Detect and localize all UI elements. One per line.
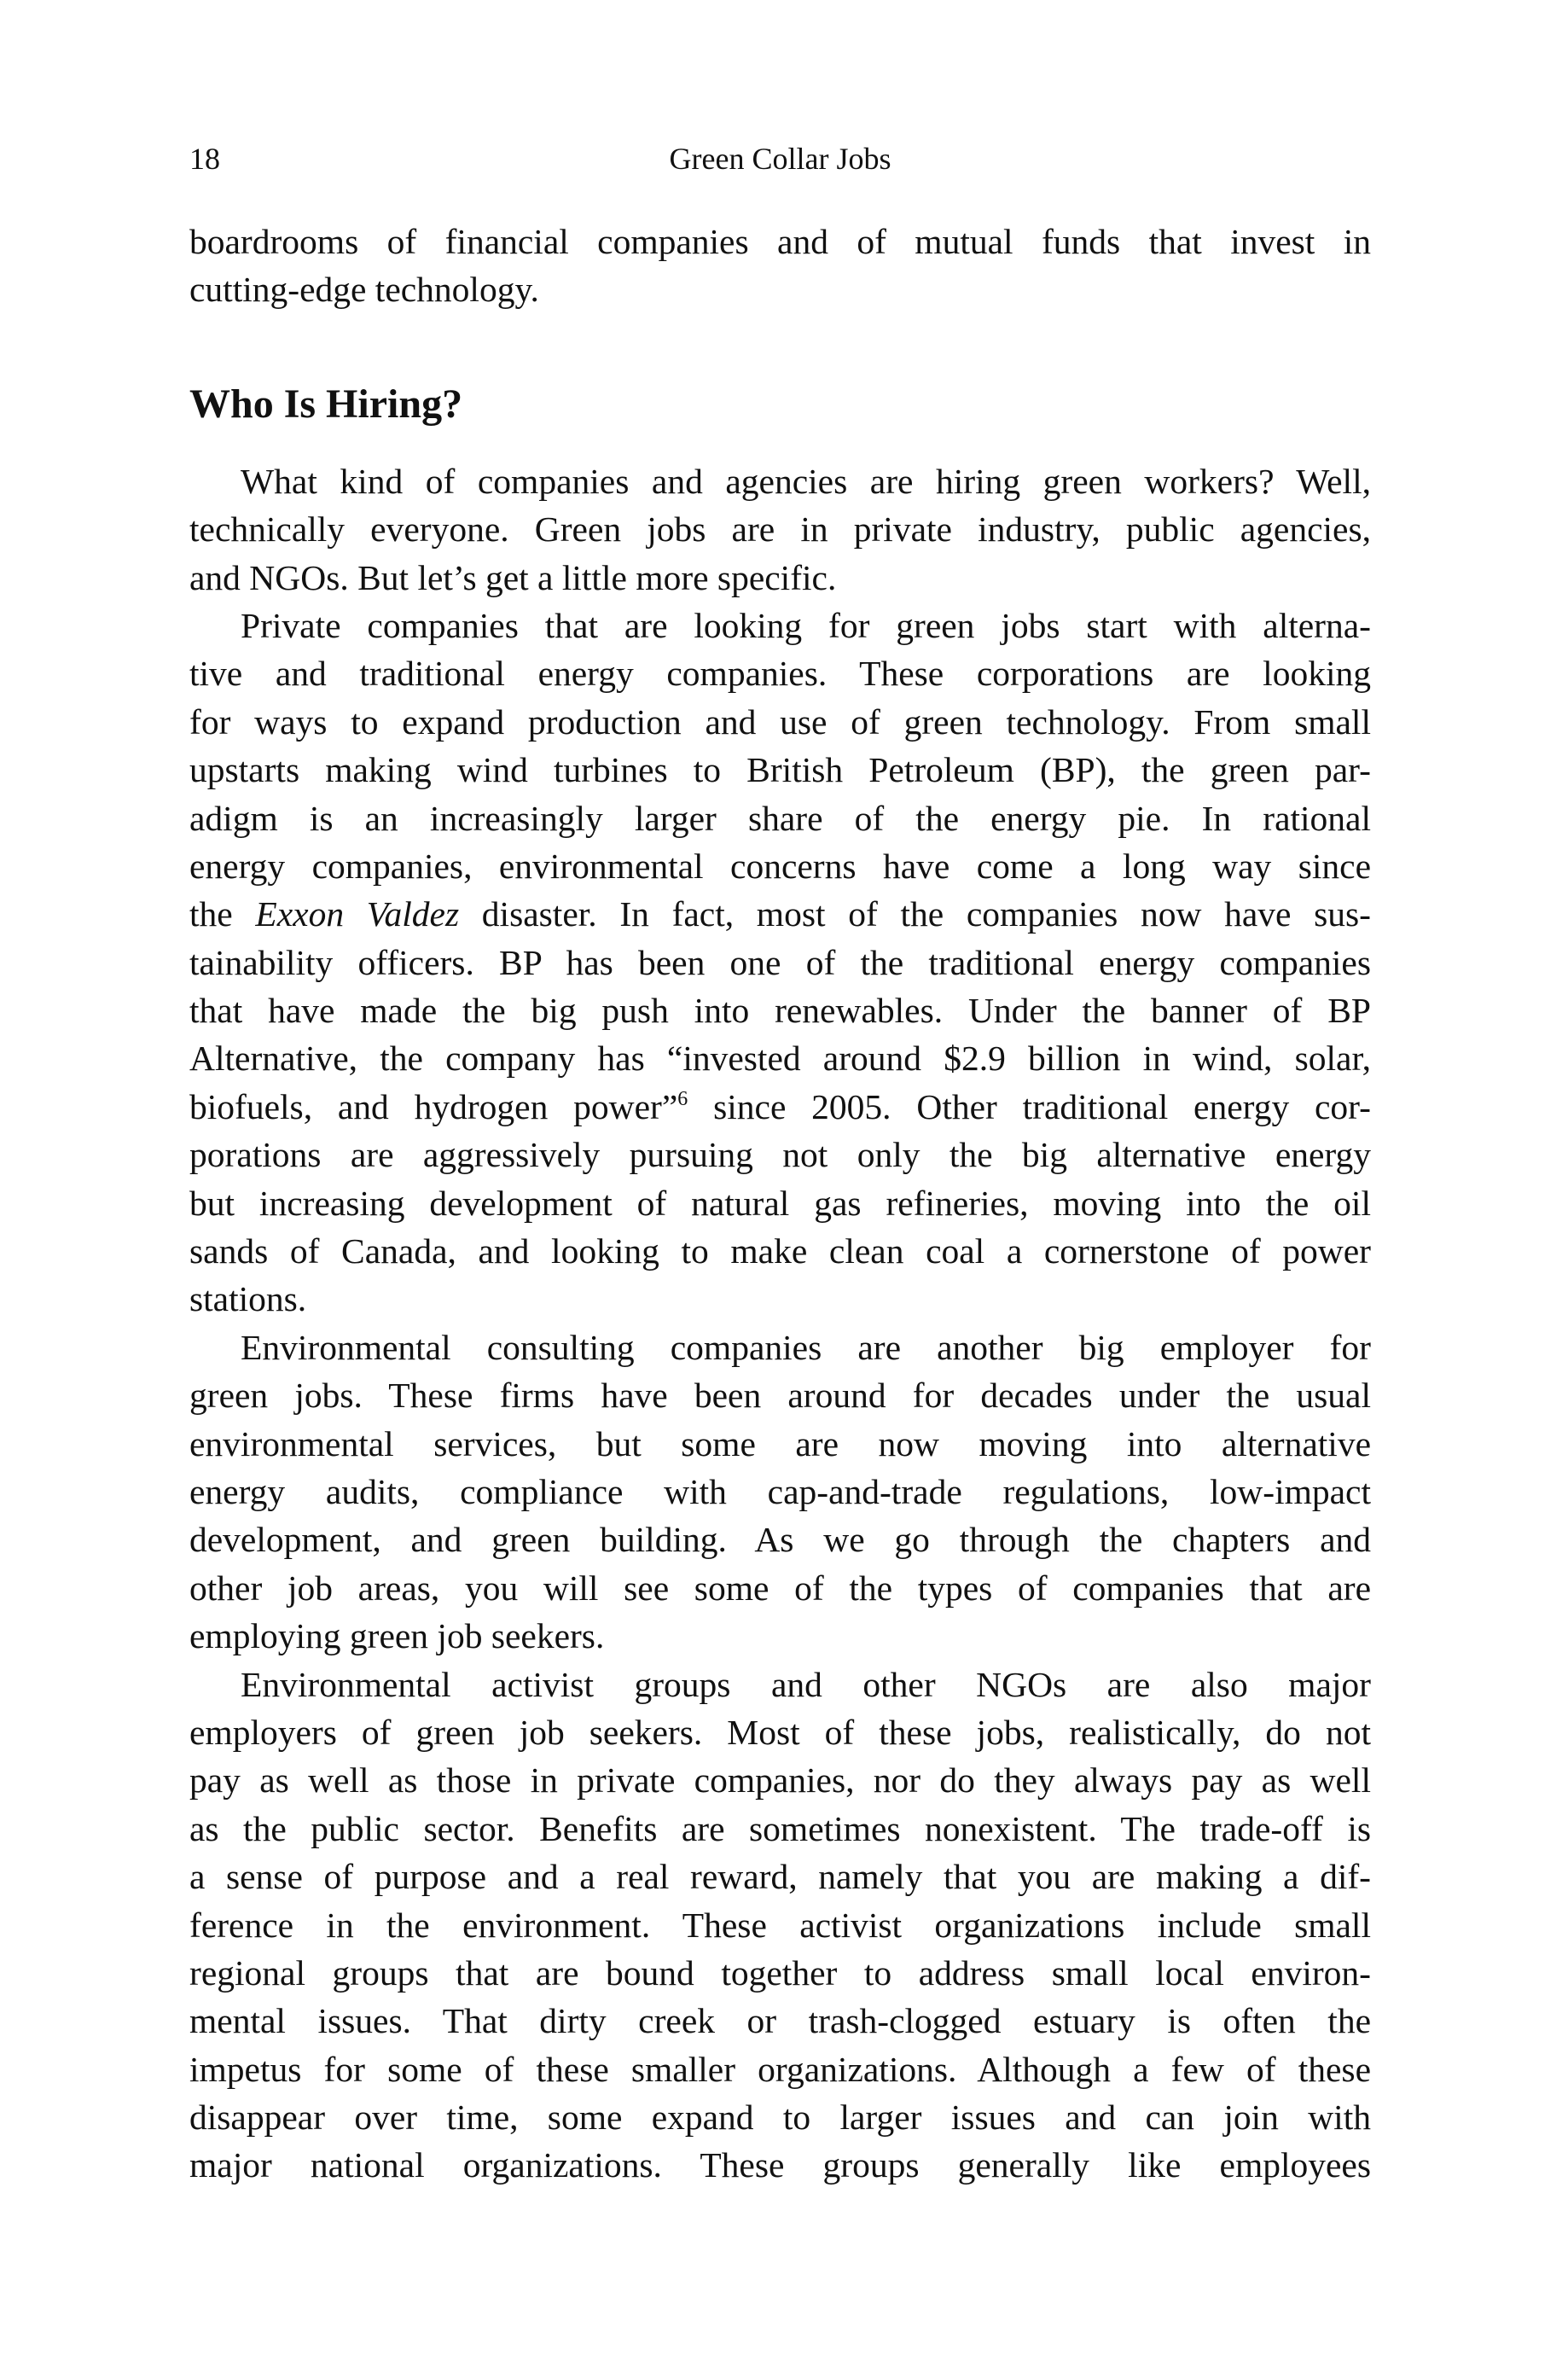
text-line: ference in the environment. These activist organizations include small xyxy=(189,1905,1371,1945)
text-line: Private companies that are looking for green jobs start with alterna- xyxy=(241,605,1371,645)
text-line: employing green job seekers. xyxy=(189,1616,605,1656)
footnote-reference[interactable]: 6 xyxy=(677,1087,688,1110)
paragraph xyxy=(189,602,1371,1324)
italic-ship-name: Exxon Valdez xyxy=(255,894,460,934)
text-line: green jobs. These firms have been around for decades under the usual xyxy=(189,1376,1371,1416)
text-line: Alternative, the company has “invested around $2.9 billion in wind, solar, xyxy=(189,1039,1371,1079)
text-line: but increasing development of natural gas refineries, moving into the oil xyxy=(189,1183,1371,1223)
text-line: for ways to expand production and use of green technology. From small xyxy=(189,701,1371,742)
text-fragment: disaster. In fact, most of the companies now have sus- xyxy=(459,894,1371,934)
text-line: other job areas, you will see some of the types of companies that are xyxy=(189,1568,1371,1608)
page-number: 18 xyxy=(189,142,220,176)
text-line: energy companies, environmental concerns have come a long way since xyxy=(189,846,1371,886)
text-line: adigm is an increasingly larger share of the energy pie. In rational xyxy=(189,798,1371,838)
body-text xyxy=(189,218,1371,2190)
text-line: tive and traditional energy companies. These corporations are looking xyxy=(189,654,1371,694)
text-line: regional groups that are bound together to address small local environ- xyxy=(189,1952,1371,1993)
paragraph xyxy=(189,1324,1371,1661)
text-line: disappear over time, some expand to larger issues and can join with xyxy=(189,2097,1371,2138)
text-line: environmental services, but some are now moving into alternative xyxy=(189,1423,1371,1463)
text-line: energy audits, compliance with cap-and-trade regulations, low-impact xyxy=(189,1471,1371,1511)
text-line: development, and green building. As we go through the chapters and xyxy=(189,1520,1371,1560)
text-fragment: biofuels, and hydrogen power” xyxy=(189,1086,678,1126)
text-line: upstarts making wind turbines to British Petroleum (BP), the green par- xyxy=(189,750,1371,790)
text-line: major national organizations. These groups generally like employees xyxy=(189,2145,1371,2185)
paragraph xyxy=(189,1661,1371,2190)
text-fragment: since 2005. Other traditional energy cor- xyxy=(688,1086,1371,1126)
text-fragment: the xyxy=(189,894,256,934)
text-line: Environmental consulting companies are another big employer for xyxy=(241,1327,1371,1367)
running-head xyxy=(189,141,1371,183)
text-line: employers of green job seekers. Most of these jobs, realistically, do not xyxy=(189,1712,1371,1752)
carryover-paragraph xyxy=(189,218,1371,314)
section-heading: Who Is Hiring? xyxy=(189,381,463,427)
text-line: mental issues. That dirty creek or trash-clogged estuary is often the xyxy=(189,2001,1371,2041)
text-line: tainability officers. BP has been one of the traditional energy companies xyxy=(189,942,1371,982)
text-line xyxy=(189,1083,1371,1131)
text-line: and NGOs. But let’s get a little more specific. xyxy=(189,557,837,597)
text-line: boardrooms of financial companies and of mutual funds that invest in xyxy=(189,222,1371,261)
text-line xyxy=(189,890,1371,938)
text-line: that have made the big push into renewables. Under the banner of BP xyxy=(189,991,1371,1031)
text-line: stations. xyxy=(189,1279,307,1319)
text-line: porations are aggressively pursuing not only the big alternative energy xyxy=(189,1135,1371,1175)
text-line: pay as well as those in private companies, nor do they always pay as well xyxy=(189,1760,1371,1801)
text-line: sands of Canada, and looking to make clean coal a cornerstone of power xyxy=(189,1231,1371,1271)
text-line: What kind of companies and agencies are hiring green workers? Well, xyxy=(241,461,1371,501)
text-line: cutting-edge technology. xyxy=(189,270,539,310)
text-line: as the public sector. Benefits are sometimes nonexistent. The trade-off is xyxy=(189,1808,1371,1848)
running-title: Green Collar Jobs xyxy=(669,142,891,176)
text-line: technically everyone. Green jobs are in private industry, public agencies, xyxy=(189,509,1371,550)
text-line: impetus for some of these smaller organizations. Although a few of these xyxy=(189,2049,1371,2089)
paragraph xyxy=(189,457,1371,602)
text-line: Environmental activist groups and other NGOs are also major xyxy=(241,1664,1371,1704)
text-line: a sense of purpose and a real reward, namely that you are making a dif- xyxy=(189,1857,1371,1897)
